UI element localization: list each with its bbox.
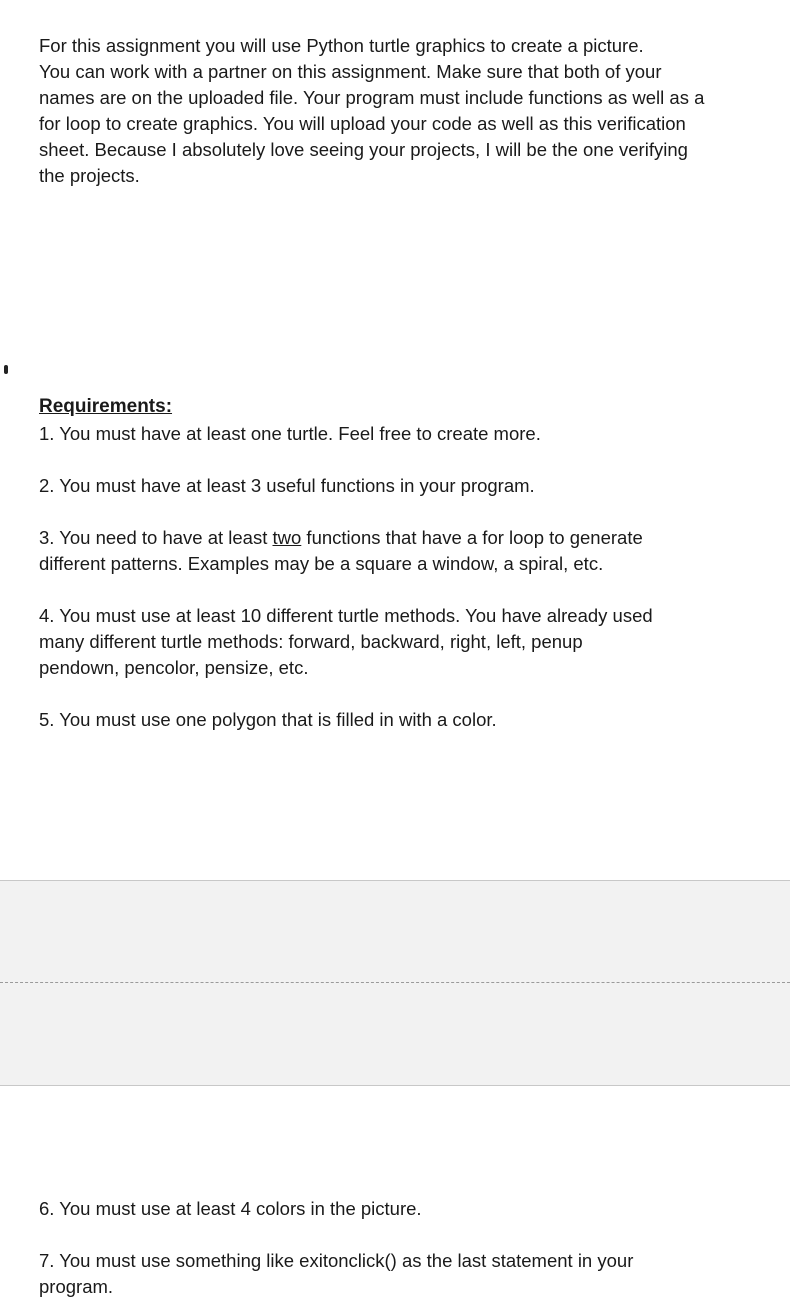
requirement-4-line-2: many different turtle methods: forward, backward, right, left, penup [39,631,583,652]
intro-line: You can work with a partner on this assignment. Make sure that both of your [39,61,662,82]
requirements-heading: Requirements: [39,396,173,417]
requirement-5 [39,707,759,733]
requirement-2 [39,473,759,499]
intro-line: sheet. Because I absolutely love seeing your projects, I will be the one verifying [39,139,688,160]
requirement-7 [39,1248,759,1300]
requirement-1 [39,421,759,447]
requirement-1-text: 1. You must have at least one turtle. Feel free to create more. [39,423,541,444]
requirement-4-line-1: 4. You must use at least 10 different turtle methods. You have already used [39,605,653,626]
requirement-5-text: 5. You must use one polygon that is filled in with a color. [39,709,497,730]
intro-line: the projects. [39,165,140,186]
intro-line: for loop to create graphics. You will upload your code as well as this verification [39,113,686,134]
requirement-3-after: functions that have a for loop to generate [301,527,643,548]
requirement-3-line-1 [39,525,759,551]
requirement-4 [39,603,759,681]
requirement-3 [39,525,759,577]
requirement-3-line-2: different patterns. Examples may be a square a window, a spiral, etc. [39,553,604,574]
requirement-7-line-2: program. [39,1276,114,1297]
margin-mark [4,365,8,374]
page-break-gap [0,880,790,1086]
requirement-6-text: 6. You must use at least 4 colors in the picture. [39,1198,422,1219]
requirement-6 [39,1196,759,1222]
intro-line: For this assignment you will use Python turtle graphics to create a picture. [39,35,644,56]
requirement-7-line-1: 7. You must use something like exitonclick() as the last statement in your [39,1250,634,1271]
requirement-2-text: 2. You must have at least 3 useful functions in your program. [39,475,535,496]
requirement-4-line-3: pendown, pencolor, pensize, etc. [39,657,309,678]
intro-paragraph [39,33,759,189]
intro-line: names are on the uploaded file. Your program must include functions as well as a [39,87,705,108]
page-break-line [0,982,790,983]
requirement-3-before: 3. You need to have at least [39,527,273,548]
requirement-3-emphasis: two [272,527,302,548]
